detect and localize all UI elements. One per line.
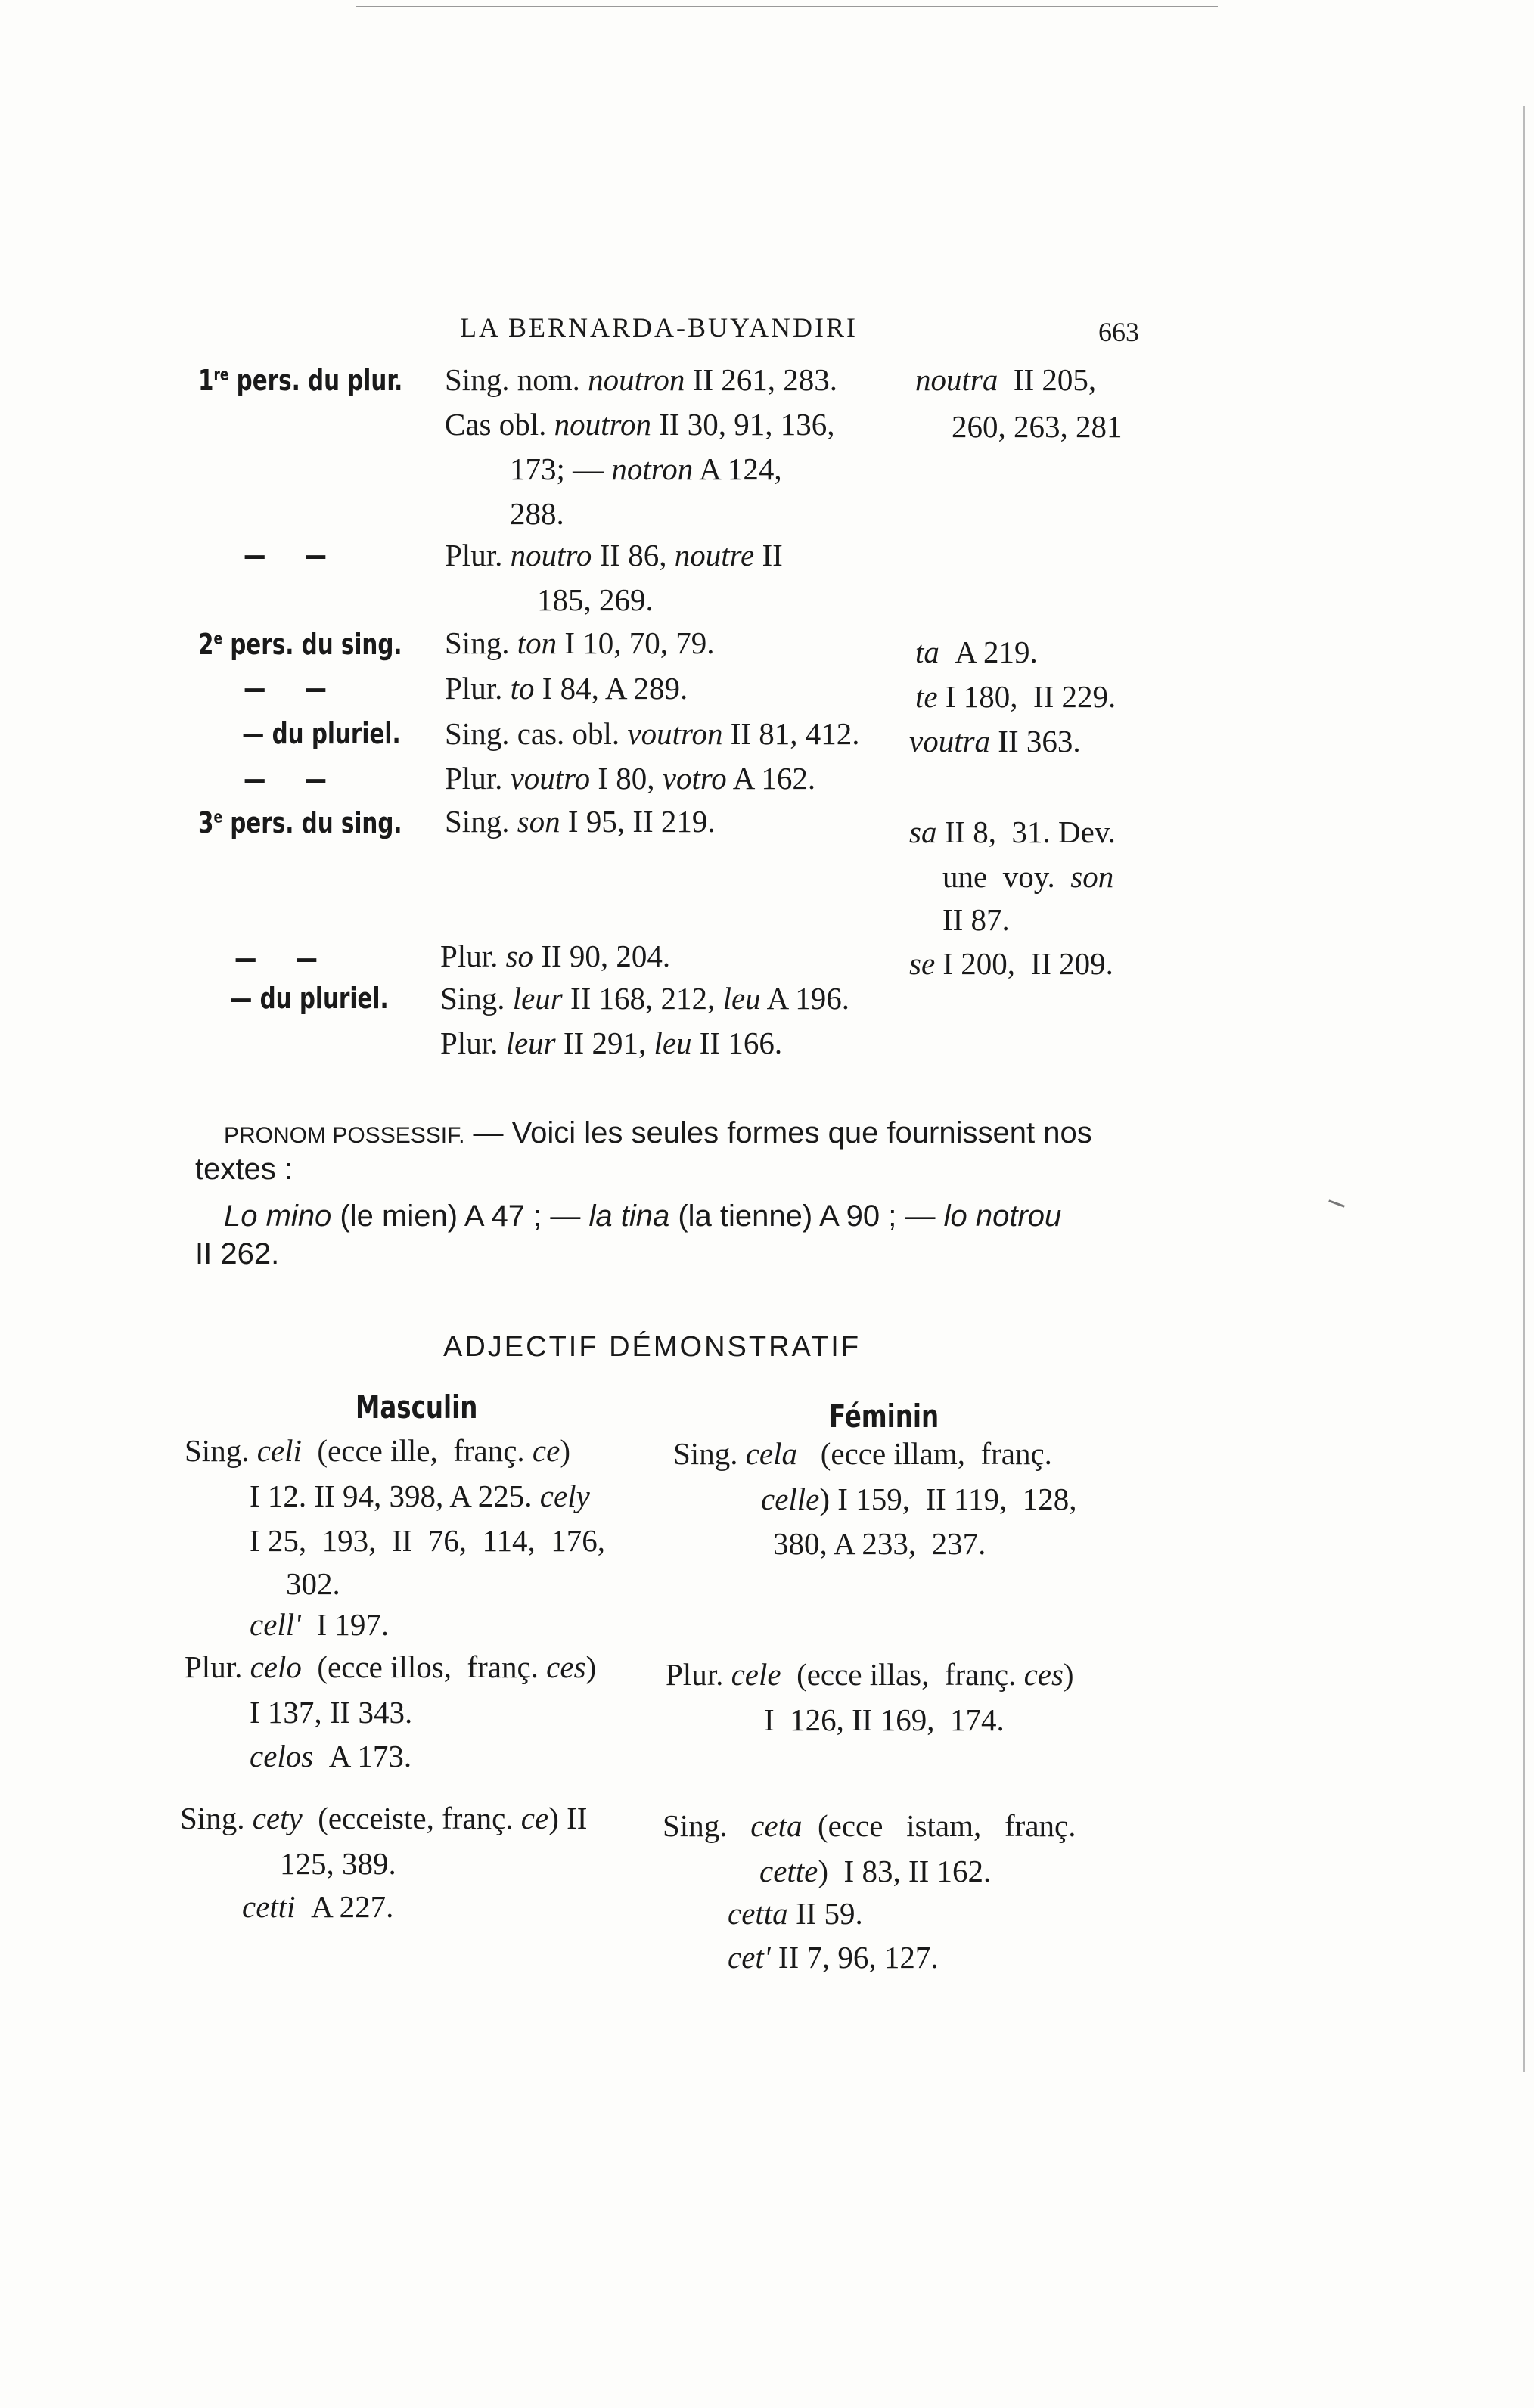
fem-entry: cetta II 59. [728,1896,863,1931]
scan-edge-line [1523,106,1525,2072]
masc-entry: Plur. so II 90, 204. [440,939,671,973]
masc-entry: Sing. cety (ecceiste, franç. ce) II [180,1801,588,1835]
fem-entry: Sing. cela (ecce illam, franç. [673,1436,1052,1471]
row-label: — du pluriel. [230,982,389,1015]
fem-entry: sa II 8, 31. Dev. [909,815,1116,849]
example-line: Lo mino (le mien) A 47 ; — la tina (la tienne) A 90 ; — lo notrou [224,1199,1062,1233]
row-label: 3e pers. du sing. [198,806,402,839]
masc-entry: Sing. son I 95, II 219. [445,804,716,839]
section-heading: PRONOM POSSESSIF. [224,1123,465,1148]
scan-mark [1328,1199,1345,1207]
section-heading: ADJECTIF DÉMONSTRATIF [443,1331,862,1363]
fem-entry: celle) I 159, II 119, 128, [761,1482,1077,1516]
scan-edge-line [356,6,1218,7]
paragraph-text: textes : [195,1153,293,1186]
masc-entry: Plur. celo (ecce illos, franç. ces) [185,1649,597,1684]
masc-entry: Sing. ton I 10, 70, 79. [445,625,715,660]
fem-entry: voutra II 363. [909,724,1081,759]
fem-entry: Sing. ceta (ecce istam, franç. [663,1808,1076,1843]
masc-entry: celos A 173. [250,1739,412,1773]
masc-entry: I 25, 193, II 76, 114, 176, [250,1523,605,1558]
row-label-dash: — — [244,762,327,796]
masc-entry: Plur. voutro I 80, votro A 162. [445,761,816,796]
row-label: 1re pers. du plur. [198,364,403,397]
masc-entry: Plur. to I 84, A 289. [445,671,688,706]
masc-entry: I 137, II 343. [250,1695,413,1730]
masc-entry: 185, 269. [537,582,654,617]
fem-entry: noutra II 205, [915,362,1097,397]
masc-entry: cell' I 197. [250,1607,390,1642]
row-label: 2e pers. du sing. [198,628,402,661]
paragraph-text: — Voici les seules formes que fournissent nos [464,1116,1092,1150]
masc-entry: Plur. leur II 291, leu II 166. [440,1026,783,1060]
fem-entry: II 87. [942,902,1010,937]
masc-entry: 125, 389. [280,1846,396,1881]
masc-entry: Sing. leur II 168, 212, leu A 196. [440,981,849,1016]
fem-entry: I 126, II 169, 174. [764,1702,1005,1737]
masc-entry: Sing. cas. obl. voutron II 81, 412. [445,716,860,751]
row-label-dash: — — [244,672,327,705]
fem-entry: se I 200, II 209. [909,946,1113,981]
column-heading-masculin: Masculin [356,1389,478,1426]
column-heading-feminin: Féminin [829,1398,939,1435]
masc-entry: Sing. celi (ecce ille, franç. ce) [185,1433,570,1468]
fem-entry: cet' II 7, 96, 127. [728,1940,939,1975]
masc-entry: Sing. nom. noutron II 261, 283. [445,362,837,397]
running-title: LA BERNARDA-BUYANDIRI [460,312,859,343]
fem-entry: 260, 263, 281 [952,409,1123,444]
masc-entry: 173; — notron A 124, [510,452,782,486]
masc-entry: 302. [286,1566,340,1601]
row-label-dash: — — [244,538,327,572]
page-number: 663 [1098,317,1139,347]
fem-entry: te I 180, II 229. [915,679,1116,714]
row-label: — du pluriel. [242,717,401,750]
masc-entry: Cas obl. noutron II 30, 91, 136, [445,407,835,442]
masc-entry: I 12. II 94, 398, A 225. cely [250,1479,590,1513]
masc-entry: 288. [510,496,564,531]
fem-entry: Plur. cele (ecce illas, franç. ces) [666,1657,1074,1692]
example-line: II 262. [195,1237,280,1271]
fem-entry: ta A 219. [915,635,1038,669]
masc-entry: Plur. noutro II 86, noutre II [445,538,783,573]
fem-entry: 380, A 233, 237. [773,1526,986,1561]
masc-entry: cetti A 227. [242,1889,394,1924]
fem-entry: cette) I 83, II 162. [759,1854,992,1888]
row-label-dash: — — [234,942,318,975]
fem-entry: une voy. son [942,859,1114,894]
